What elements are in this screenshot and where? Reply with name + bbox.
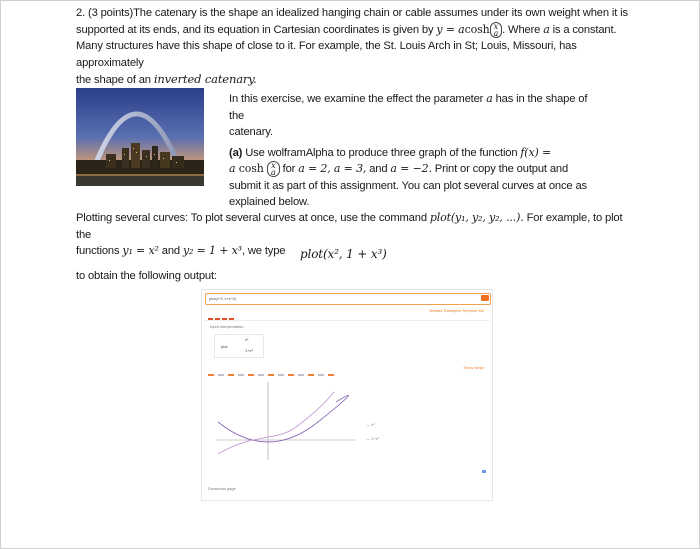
question-line-2-end: is a constant.	[549, 23, 617, 36]
part-a-cosh: cosh	[235, 162, 268, 175]
plotting-line-2-end: , we type	[241, 245, 286, 257]
plot-command: plot(y₁, y₂, y₂, ...).	[429, 211, 524, 224]
exercise-line-1-text: In this exercise, we examine the effect the parameter	[229, 93, 487, 105]
input-interpretation-box	[214, 334, 264, 358]
equation-y: y = a	[436, 22, 465, 36]
function-y1: y₁ = x²	[122, 244, 159, 257]
legend-1: — x²	[366, 422, 375, 427]
part-a-line-2	[229, 161, 589, 178]
plotting-and: and	[158, 245, 183, 257]
result-toolbar	[206, 373, 346, 378]
part-a-line-1	[229, 145, 589, 162]
plotting-line-1	[76, 210, 636, 243]
fraction-x-over-a	[490, 22, 503, 38]
question-line-2-mid: . Where	[502, 23, 544, 36]
func-2: 1+x³	[245, 348, 253, 353]
part-a-label: (a)	[229, 146, 243, 159]
example-command: plot(x², 1 + x³)	[300, 247, 387, 261]
wolfram-search-bar[interactable]	[205, 293, 491, 305]
part-a-line-3: submit it as part of this assignment. You can plot several curves at once as	[229, 179, 587, 192]
part-a-line-2-end: Print or copy the output and	[431, 163, 569, 175]
wolfram-footer[interactable]: Download page	[208, 486, 236, 491]
inverted-catenary: inverted catenary.	[153, 72, 257, 86]
part-a-and: and	[366, 163, 391, 175]
legend-2: — 1+x³	[366, 436, 380, 441]
wolfram-input-text: plot(x^2,1+x^3)	[209, 296, 236, 301]
part-a-frac-den: a	[271, 168, 276, 178]
plotting-line-2-text: functions	[76, 245, 123, 257]
obtain-text: to obtain the following output:	[76, 270, 217, 282]
exercise-paragraph	[229, 91, 589, 211]
function-y2: y₂ = 1 + x³	[182, 244, 242, 257]
part-a-fraction	[267, 161, 280, 177]
exercise-line-1	[229, 91, 589, 124]
scroll-marker	[482, 470, 486, 473]
question-line-1: 2. (3 points)The catenary is the shape an idealized hanging chain or cable assumes under its own weight when it is	[76, 7, 628, 19]
exercise-line-2: catenary.	[229, 126, 273, 138]
question-line-4	[76, 71, 636, 89]
question-line-4-text: the shape of an	[76, 74, 154, 86]
equation-cosh: cosh	[464, 22, 490, 36]
wolfram-search-button[interactable]	[481, 295, 489, 301]
wolfram-links[interactable]: Browse Examples Surprise Me	[429, 308, 484, 313]
exercise-line-1-end: has in the shape of the	[229, 93, 588, 122]
part-a-line-4: explained below.	[229, 196, 310, 208]
part-a-a: a	[229, 162, 236, 175]
arch-image-icon	[76, 88, 204, 186]
input-interpretation-label: Input interpretation:	[210, 324, 245, 329]
param-a: a	[543, 22, 550, 36]
gateway-arch-photo	[76, 88, 204, 186]
curve-x-squared	[218, 395, 348, 442]
func-1: x²	[245, 337, 249, 342]
part-a-for: for	[279, 163, 299, 175]
exercise-param-a: a	[486, 92, 493, 105]
part-a-values-2: a = −2.	[390, 162, 432, 175]
frac-num: x	[493, 21, 499, 31]
question-paragraph	[76, 5, 636, 89]
part-a-func: f(x) =	[520, 145, 552, 159]
frac-den: a	[493, 28, 499, 38]
plotting-line-1-text: Plotting several curves: To plot several curves at once, use the command	[76, 212, 430, 224]
show-steps-link[interactable]: Show steps	[463, 365, 484, 370]
question-line-2-text: supported at its ends, and its equation in Cartesian coordinates is given by	[76, 23, 437, 36]
question-line-2	[76, 22, 636, 39]
plot-word: plot	[221, 344, 228, 349]
plotting-line-1-end: For example, to plot the	[76, 212, 623, 241]
wolfram-output-screenshot	[201, 289, 493, 501]
part-a-values-1: a = 2, a = 3,	[298, 162, 367, 175]
part-a-frac-num: x	[271, 161, 276, 171]
question-line-3: Many structures have this shape of close to it. For example, the St. Louis Arch in St; Louis, Missouri, has approximately	[76, 40, 577, 69]
toolbar-strip	[208, 374, 338, 376]
part-a-text: Use wolframAlpha to produce three graph of the function	[242, 146, 521, 159]
wolfram-plot	[216, 382, 416, 462]
divider	[204, 320, 490, 321]
